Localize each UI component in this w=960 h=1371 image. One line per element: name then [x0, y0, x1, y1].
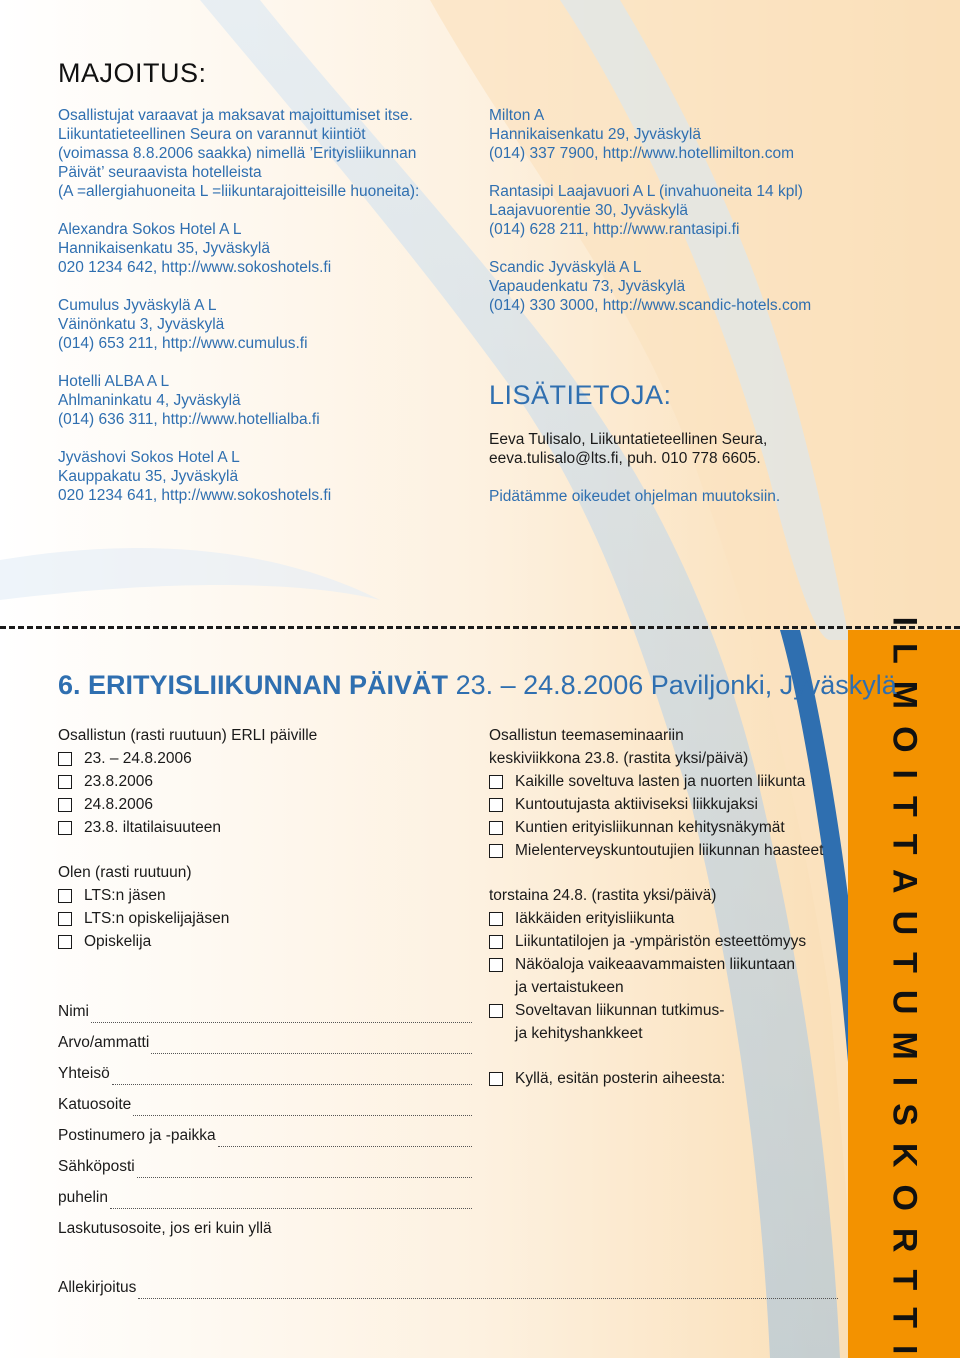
hotel-address: Laajavuorentie 30, Jyväskylä — [489, 202, 689, 219]
seminar-option-label: Kuntien erityisliikunnan kehitysnäkymät — [515, 819, 785, 836]
form-title-event: 6. ERITYISLIIKUNNAN PÄIVÄT — [58, 670, 449, 700]
hotel-flags: A L (invahuoneita 14 kpl) — [632, 183, 803, 200]
day-option-label: 24.8.2006 — [84, 796, 153, 813]
checkbox[interactable] — [489, 958, 503, 972]
form-right — [489, 724, 823, 1090]
checkbox[interactable] — [489, 1004, 503, 1018]
hotel-contact: (014) 628 211, http://www.rantasipi.fi — [489, 221, 740, 238]
intro-line: (voimassa 8.8.2006 saakka) nimellä ’Erityisliikunnan — [58, 145, 417, 162]
checkbox[interactable] — [489, 935, 503, 949]
form-left — [58, 724, 317, 953]
day-option[interactable] — [58, 747, 317, 770]
registration-card-label: ILMOITTAUTUMISKORTTI — [885, 616, 924, 1371]
seminar-option-label: Mielenterveyskuntoutujien liikunnan haasteet — [515, 842, 824, 859]
hotel-flags: A L — [146, 373, 170, 390]
accommodation-intro — [58, 106, 419, 201]
hotel-name: Milton — [489, 107, 531, 124]
checkbox[interactable] — [58, 912, 72, 926]
checkbox[interactable] — [58, 821, 72, 835]
form-title — [58, 670, 897, 701]
hotel-name: Hotelli ALBA — [58, 373, 144, 390]
checkbox[interactable] — [489, 912, 503, 926]
seminar-option-label: Soveltavan liikunnan tutkimus- — [515, 1002, 725, 1019]
hotel-name: Cumulus Jyväskylä — [58, 297, 191, 314]
hotel-address: Ahlmaninkatu 4, Jyväskylä — [58, 392, 241, 409]
seminar-option-label: Iäkkäiden erityisliikunta — [515, 910, 675, 927]
checkbox[interactable] — [489, 821, 503, 835]
thursday-label: torstaina 24.8. (rastita yksi/päivä) — [489, 887, 717, 904]
hotel-contact: 020 1234 642, http://www.sokoshotels.fi — [58, 259, 332, 276]
signature-field[interactable] — [58, 1268, 838, 1299]
hotel-entry — [489, 182, 811, 239]
checkbox[interactable] — [58, 752, 72, 766]
seminar-option-label: Liikuntatilojen ja -ympäristön esteettömyys — [515, 933, 807, 950]
checkbox[interactable] — [489, 844, 503, 858]
wednesday-label: keskiviikkona 23.8. (rastita yksi/päivä) — [489, 750, 749, 767]
contact-fields — [58, 992, 472, 1240]
hotel-address: Hannikaisenkatu 29, Jyväskylä — [489, 126, 701, 143]
cut-line — [0, 626, 960, 629]
seminar-option-label: Kaikille soveltuva lasten ja nuorten liikunta — [515, 773, 806, 790]
seminar-option[interactable] — [489, 907, 823, 930]
hotel-flags: A — [533, 107, 545, 124]
accommodation-right-column — [489, 106, 811, 334]
seminar-option-label: Kuntoutujasta aktiiviseksi liikkujaksi — [515, 796, 758, 813]
hotel-contact: (014) 337 7900, http://www.hotellimilton.com — [489, 145, 794, 162]
hotel-flags: A L — [619, 259, 642, 276]
status-option-label: LTS:n opiskelijajäsen — [84, 910, 230, 927]
form-title-date-venue: 23. – 24.8.2006 Paviljonki, Jyväskylä — [455, 670, 897, 700]
phone-field[interactable]: puhelin — [58, 1178, 472, 1209]
checkbox[interactable] — [489, 798, 503, 812]
status-option-label: LTS:n jäsen — [84, 887, 166, 904]
hotel-flags: A L — [219, 221, 242, 238]
seminar-option[interactable] — [489, 793, 823, 816]
seminar-option-continuation: ja vertaistukeen — [515, 979, 624, 996]
hotel-entry — [58, 372, 419, 429]
hotel-contact: 020 1234 641, http://www.sokoshotels.fi — [58, 487, 332, 504]
hotel-entry — [489, 106, 811, 163]
day-option-label: 23. – 24.8.2006 — [84, 750, 192, 767]
day-option[interactable] — [58, 793, 317, 816]
intro-line: Osallistujat varaavat ja maksavat majoittumiset itse. — [58, 107, 413, 124]
hotel-name: Rantasipi Laajavuori — [489, 183, 630, 200]
hotel-entry — [58, 296, 419, 353]
email-field[interactable]: Sähköposti — [58, 1147, 472, 1178]
checkbox[interactable] — [58, 935, 72, 949]
day-option-label: 23.8. iltatilaisuuteen — [84, 819, 222, 836]
hotel-name: Scandic Jyväskylä — [489, 259, 616, 276]
hotel-entry — [58, 448, 419, 505]
checkbox[interactable] — [489, 775, 503, 789]
hotel-address: Kauppakatu 35, Jyväskylä — [58, 468, 239, 485]
accommodation-left-column — [58, 106, 419, 524]
orange-side-band — [848, 616, 960, 1371]
info-note: Pidätämme oikeudet ohjelman muutoksiin. — [489, 488, 781, 505]
hotel-address: Vapaudenkatu 73, Jyväskylä — [489, 278, 686, 295]
intro-line: Liikuntatieteellinen Seura on varannut kiintiöt — [58, 126, 366, 143]
signature-label: Allekirjoitus — [58, 1279, 137, 1296]
checkbox[interactable] — [58, 889, 72, 903]
seminar-option[interactable] — [489, 999, 823, 1022]
checkbox[interactable] — [489, 1072, 503, 1086]
day-option-label: 23.8.2006 — [84, 773, 153, 790]
status-option[interactable] — [58, 930, 317, 953]
status-option-label: Opiskelija — [84, 933, 152, 950]
seminar-label: Osallistun teemaseminaariin — [489, 727, 684, 744]
postal-code-field[interactable]: Postinumero ja -paikka — [58, 1116, 472, 1147]
checkbox[interactable] — [58, 775, 72, 789]
seminar-option[interactable] — [489, 953, 823, 976]
info-contact-line: eeva.tulisalo@lts.fi, puh. 010 778 6605. — [489, 450, 761, 467]
status-option[interactable] — [58, 907, 317, 930]
hotel-contact: (014) 636 311, http://www.hotellialba.fi — [58, 411, 320, 428]
day-option[interactable] — [58, 816, 317, 839]
hotel-name: Jyväshovi Sokos Hotel — [58, 449, 214, 466]
organisation-field[interactable]: Yhteisö — [58, 1054, 472, 1085]
title-field[interactable]: Arvo/ammatti — [58, 1023, 472, 1054]
seminar-option-label: Näköaloja vaikeaavammaisten liikuntaan — [515, 956, 796, 973]
hotel-entry — [489, 258, 811, 315]
hotel-contact: (014) 330 3000, http://www.scandic-hotels.com — [489, 297, 812, 314]
hotel-contact: (014) 653 211, http://www.cumulus.fi — [58, 335, 308, 352]
seminar-option[interactable] — [489, 816, 823, 839]
hotel-entry — [58, 220, 419, 277]
poster-option-label: Kyllä, esitän posterin aiheesta: — [515, 1070, 726, 1087]
hotel-flags: A L — [194, 297, 217, 314]
checkbox[interactable] — [58, 798, 72, 812]
day-option[interactable] — [58, 770, 317, 793]
intro-line: (A =allergiahuoneita L =liikuntarajoitteisille huoneita): — [58, 183, 420, 200]
seminar-option[interactable] — [489, 770, 823, 793]
days-label: Osallistun (rasti ruutuun) ERLI päiville — [58, 727, 318, 744]
invoice-address-label: Laskutusosoite, jos eri kuin yllä — [58, 1220, 272, 1237]
info-heading: LISÄTIETOJA: — [489, 380, 672, 410]
hotel-address: Hannikaisenkatu 35, Jyväskylä — [58, 240, 270, 257]
hotel-name: Alexandra Sokos Hotel — [58, 221, 216, 238]
hotel-flags: A L — [217, 449, 240, 466]
name-field[interactable]: Nimi — [58, 992, 472, 1023]
info-contact-line: Eeva Tulisalo, Liikuntatieteellinen Seura, — [489, 431, 768, 448]
poster-option[interactable] — [489, 1067, 823, 1090]
seminar-option[interactable] — [489, 839, 823, 862]
intro-line: Päivät’ seuraavista hotelleista — [58, 164, 262, 181]
seminar-option[interactable] — [489, 930, 823, 953]
seminar-option-continuation: ja kehityshankkeet — [515, 1025, 643, 1042]
status-label: Olen (rasti ruutuun) — [58, 864, 192, 881]
status-option[interactable] — [58, 884, 317, 907]
street-address-field[interactable]: Katuosoite — [58, 1085, 472, 1116]
accommodation-heading: MAJOITUS: — [58, 58, 207, 88]
info-block — [489, 430, 780, 506]
hotel-address: Väinönkatu 3, Jyväskylä — [58, 316, 225, 333]
